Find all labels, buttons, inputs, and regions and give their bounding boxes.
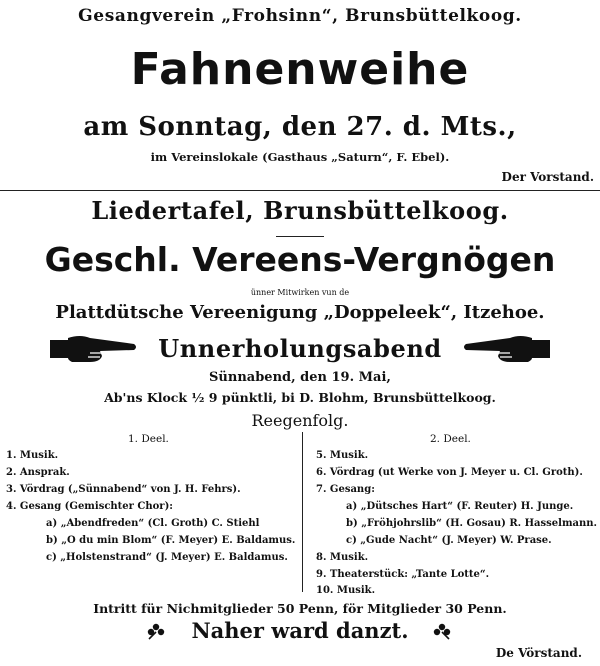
admission-line: Intritt für Nichmitglieder 50 Penn, för Mitglieder 30 Penn. bbox=[93, 601, 507, 616]
event-day: Sünnabend, den 19. Mai, bbox=[209, 370, 391, 385]
program-item: a) „Dütsches Hart“ (F. Reuter) H. Junge. bbox=[346, 501, 574, 512]
program-item: c) „Gude Nacht“ (J. Meyer) W. Prase. bbox=[346, 535, 552, 546]
program-item: 1. Musik. bbox=[6, 450, 59, 461]
flower-ornament-icon bbox=[432, 622, 452, 640]
short-divider bbox=[276, 236, 324, 237]
program-item: 10. Musik. bbox=[316, 585, 376, 596]
event-time-place: Ab'ns Klock ½ 9 pünktli, bi D. Blohm, Brunsbüttelkoog. bbox=[104, 390, 496, 405]
program-item: c) „Holstenstrand“ (J. Meyer) E. Baldamus. bbox=[46, 552, 288, 563]
society-header: Liedertafel, Brunsbüttelkoog. bbox=[91, 196, 509, 225]
program-column-divider bbox=[302, 432, 303, 592]
event-location: im Vereinslokale (Gasthaus „Saturn“, F. Ebel). bbox=[150, 150, 450, 164]
evening-title: Unnerholungsabend bbox=[158, 334, 442, 363]
program-item: 7. Gesang: bbox=[316, 484, 375, 495]
program-item: 8. Musik. bbox=[316, 552, 369, 563]
right-heading: 2. Deel. bbox=[430, 433, 471, 445]
divider bbox=[0, 190, 600, 191]
club-header: Gesangverein „Frohsinn“, Brunsbüttelkoog. bbox=[78, 6, 522, 26]
group-name: Plattdütsche Vereenigung „Doppeleek“, Itzehoe. bbox=[55, 302, 545, 323]
event-title: Fahnenweihe bbox=[130, 44, 470, 95]
dance-line: Naher ward danzt. bbox=[191, 618, 409, 643]
program-item: 9. Theaterstück: „Tante Lotte“. bbox=[316, 569, 490, 580]
program-item: 3. Vördrag („Sünnabend“ von J. H. Fehrs). bbox=[6, 484, 241, 495]
program-item: 5. Musik. bbox=[316, 450, 369, 461]
main-title: Geschl. Vereens-Vergnögen bbox=[44, 240, 556, 279]
program-item: 2. Ansprak. bbox=[6, 467, 70, 478]
program-item: b) „O du min Blom“ (F. Meyer) E. Baldamus. bbox=[46, 535, 296, 546]
helpers-line: ünner Mitwirken vun de bbox=[250, 288, 350, 297]
left-heading: 1. Deel. bbox=[128, 433, 169, 445]
signature-board-2: De Vörstand. bbox=[495, 646, 582, 660]
program-item: 6. Vördrag (ut Werke von J. Meyer u. Cl. Groth). bbox=[316, 467, 583, 478]
program-item: 4. Gesang (Gemischter Chor): bbox=[6, 501, 174, 512]
program-item: b) „Fröhjohrslib“ (H. Gosau) R. Hasselmann. bbox=[346, 518, 598, 529]
program-title: Reegenfolg. bbox=[251, 411, 349, 430]
signature-board: Der Vorstand. bbox=[501, 170, 594, 184]
event-date: am Sonntag, den 27. d. Mts., bbox=[83, 112, 517, 142]
program-item: a) „Abendfreden“ (Cl. Groth) C. Stiehl bbox=[46, 518, 260, 529]
